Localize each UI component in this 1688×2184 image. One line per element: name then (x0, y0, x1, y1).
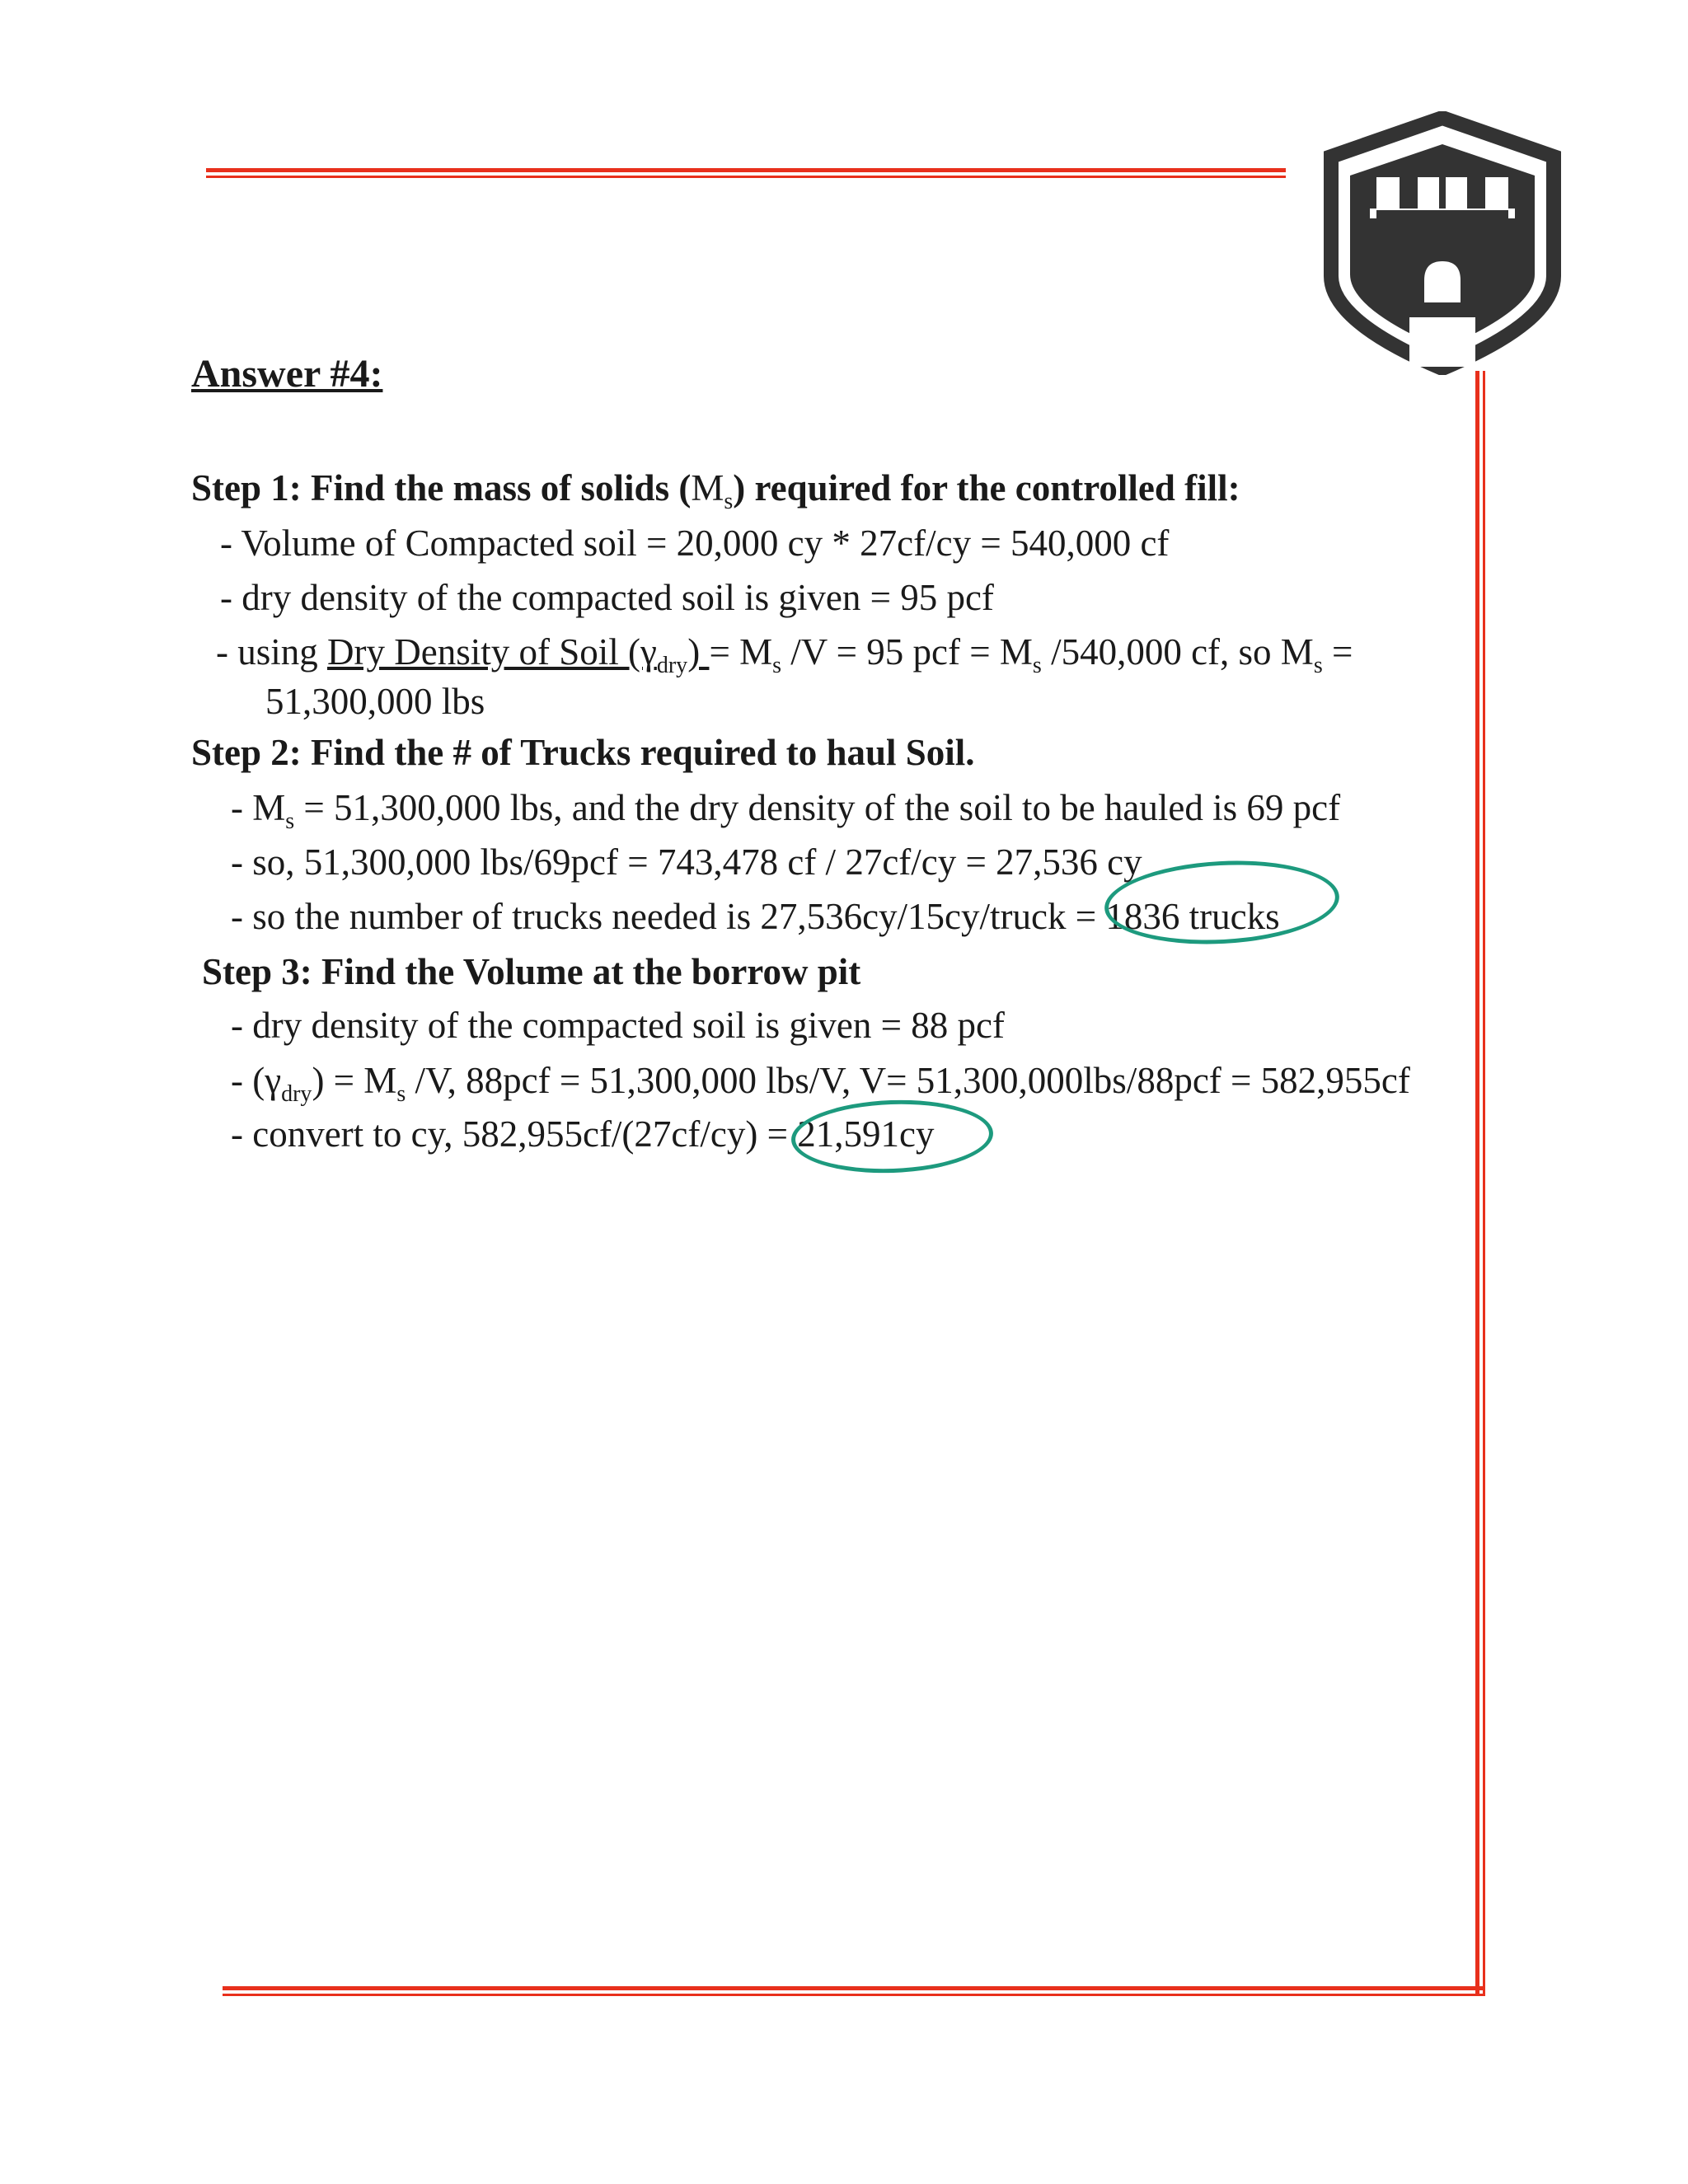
step3-line-convert: - convert to cy, 582,955cf/(27cf/cy) = 21,591cy (231, 1113, 935, 1155)
step2-line-mass: - $M_s = 51,300,000$ lbs, and the dry density of the soil to be hauled is 69 pcf (231, 787, 1341, 834)
answer-title: Answer #4: (191, 352, 383, 396)
step1-heading: Step 1: Find the mass of solids $(M_s)$ required for the controlled fill: (191, 467, 1240, 514)
step3-line-density: - dry density of the compacted soil is given = 88 pcf (231, 1005, 1005, 1046)
step2-line-trucks: - so the number of trucks needed is 27,536cy/15cy/truck = 1836 trucks (231, 896, 1280, 937)
step1-line-result: 51,300,000 lbs (265, 681, 485, 722)
step2-line-volume: - so, 51,300,000 lbs/69pcf = 743,478 cf / 27cf/cy = 27,536 cy (231, 841, 1142, 883)
step1-line-volume: - Volume of Compacted soil = 20,000 cy * 27cf/cy = 540,000 cf (220, 523, 1170, 564)
step1-line-mass: - using Dry Density of Soil $(\gamma_{dry}) = M_s$ /V = 95 pcf = $M_s$ /540,000 cf, so $M_s$ = (216, 631, 1353, 678)
step2-heading: Step 2: Find the # of Trucks required to haul Soil. (191, 732, 975, 773)
step1-line-density: - dry density of the compacted soil is given = 95 pcf (220, 577, 994, 618)
dry-density-link[interactable]: Dry Density of Soil $(\gamma_{dry})$ (327, 631, 710, 678)
step3-heading: Step 3: Find the Volume at the borrow pit (202, 951, 861, 992)
step3-line-volume: - $(\gamma_{dry}) = M_s$ /V, 88pcf = 51,300,000 lbs/V, V= 51,300,000lbs/88pcf = 582,955cf (231, 1060, 1410, 1107)
answer-circle-volume (790, 1097, 995, 1176)
